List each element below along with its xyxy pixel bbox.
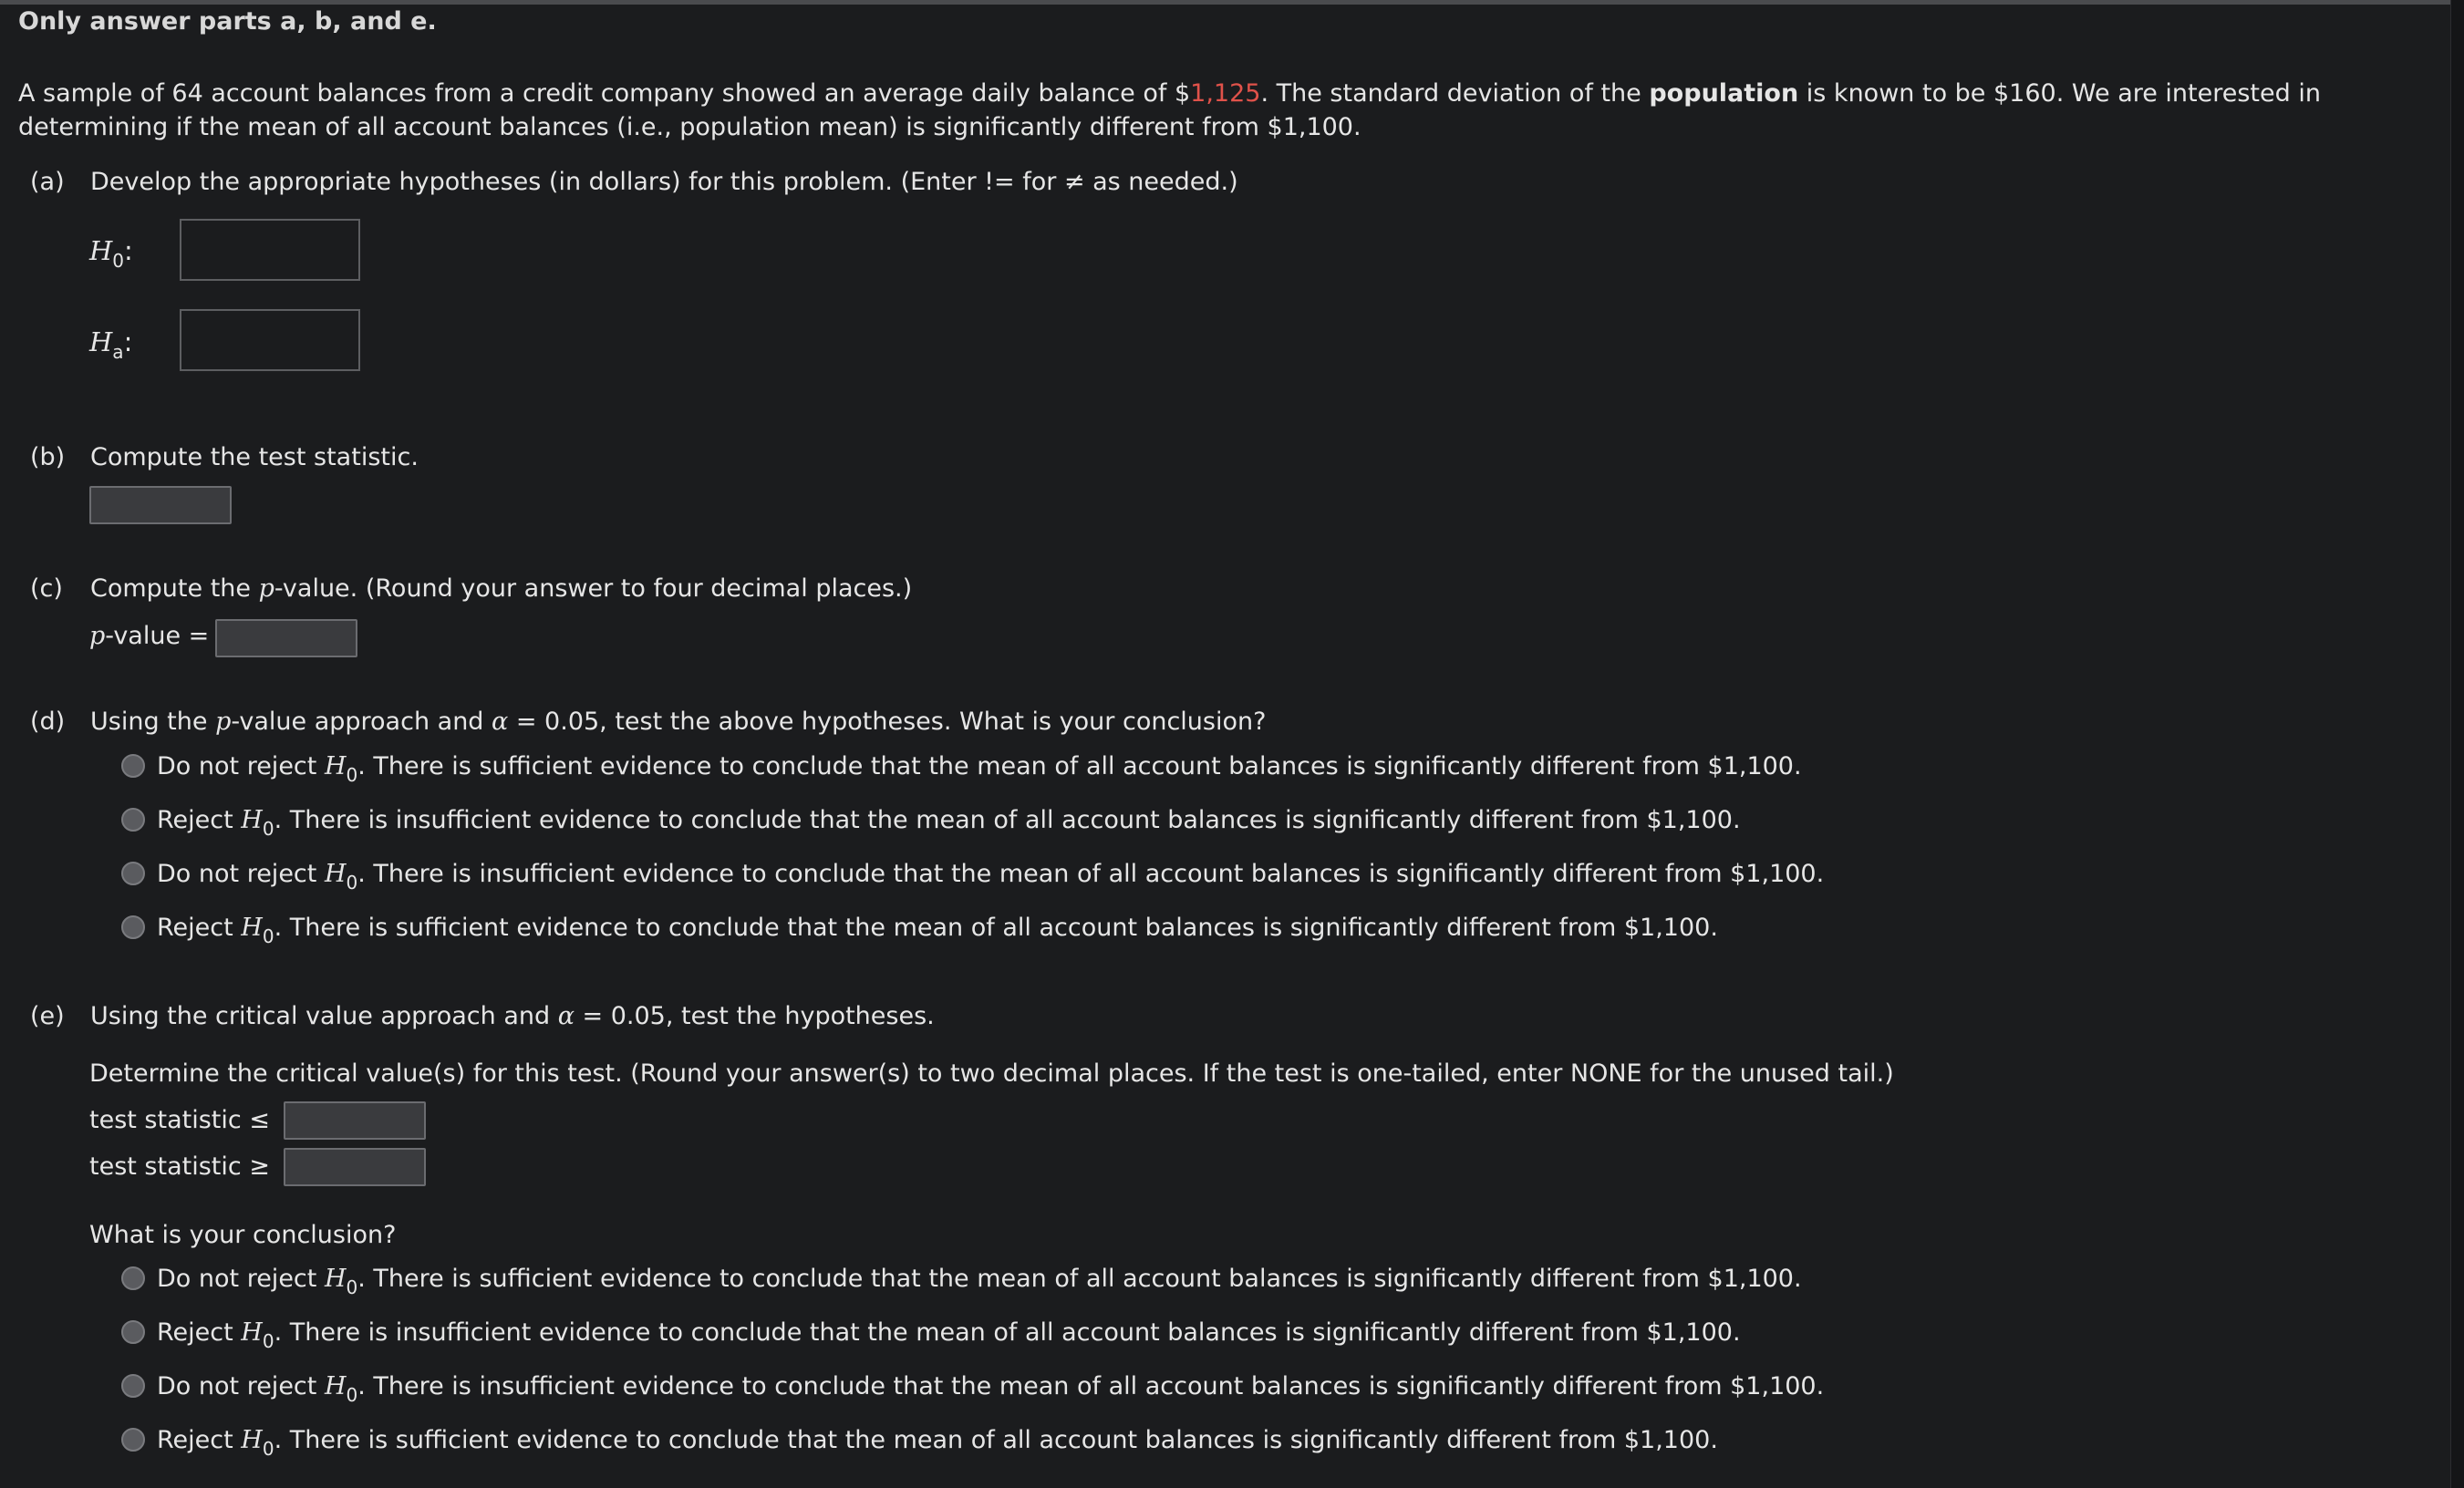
part-d-option-1-radio[interactable] <box>121 754 145 778</box>
h0-colon: : <box>124 235 133 266</box>
option-post: . There is insufficient evidence to conclude that the mean of all account balances is significantly different from $1,100. <box>357 1372 1825 1400</box>
test-statistic-input[interactable] <box>89 486 232 524</box>
part-e-option-2-radio[interactable] <box>121 1320 145 1344</box>
option-post: . There is insufficient evidence to conclude that the mean of all account balances is significantly different from $1,100. <box>357 860 1825 888</box>
p-value-label-post: -value = <box>105 622 210 650</box>
part-d-option-2[interactable] <box>157 806 1741 840</box>
part-e-prompt <box>30 1002 935 1030</box>
p-value-label <box>89 622 209 650</box>
part-c-letter: (c) <box>30 574 63 603</box>
option-post: . There is insufficient evidence to conclude that the mean of all account balances is significantly different from $1,100. <box>274 1318 1741 1347</box>
upper-critical-label: test statistic ≥ <box>89 1152 270 1181</box>
part-e-text-pre: Using the critical value approach and <box>90 1002 558 1030</box>
option-pre: Do not reject <box>157 752 325 780</box>
part-d-letter: (d) <box>30 708 66 736</box>
part-c-prompt <box>30 574 912 603</box>
part-b-prompt <box>30 443 419 471</box>
h0-sub: 0 <box>112 250 125 272</box>
h-sub: 0 <box>262 925 274 947</box>
option-pre: Do not reject <box>157 1265 325 1293</box>
h-var: H <box>241 1426 263 1454</box>
p-value-label-p: p <box>89 622 106 650</box>
highlighted-value: 1,125 <box>1190 79 1261 108</box>
part-d-option-4[interactable] <box>157 914 1718 947</box>
h-var: H <box>241 914 263 942</box>
instruction-header: Only answer parts a, b, and e. <box>18 7 437 36</box>
h0-input[interactable] <box>180 219 360 281</box>
ha-input[interactable] <box>180 309 360 371</box>
h0-label <box>89 235 133 272</box>
part-d-option-3-radio[interactable] <box>121 862 145 885</box>
intro-text-2: . The standard deviation of the <box>1260 79 1650 108</box>
h0-var: H <box>89 235 113 266</box>
part-a-letter: (a) <box>30 168 65 196</box>
p-value-input[interactable] <box>215 619 357 657</box>
top-border <box>0 0 2464 5</box>
part-e-text-post: = 0.05, test the hypotheses. <box>574 1002 935 1030</box>
ha-colon: : <box>123 326 133 357</box>
part-b-letter: (b) <box>30 443 66 471</box>
option-post: . There is sufficient evidence to conclude that the mean of all account balances is significantly different from $1,100. <box>357 752 1802 780</box>
h-var: H <box>324 752 347 780</box>
intro-text-3: is known to be $160. We are interested in determining if the mean of all account balances (i.e., population mean) is significantly different from $1,100. <box>18 79 2321 141</box>
part-a-prompt <box>30 168 1238 196</box>
bold-population: population <box>1649 79 1799 108</box>
h-sub: 0 <box>262 818 274 840</box>
lower-critical-label: test statistic ≤ <box>89 1106 270 1134</box>
upper-critical-input[interactable] <box>284 1148 426 1186</box>
part-d-option-4-radio[interactable] <box>121 915 145 939</box>
part-d-text-pre: Using the <box>90 708 216 736</box>
option-pre: Reject <box>157 914 242 942</box>
option-post: . There is sufficient evidence to conclude that the mean of all account balances is significantly different from $1,100. <box>274 914 1718 942</box>
h-var: H <box>241 806 263 834</box>
option-pre: Reject <box>157 1318 242 1347</box>
part-b-text: Compute the test statistic. <box>90 443 419 471</box>
option-post: . There is sufficient evidence to conclude that the mean of all account balances is significantly different from $1,100. <box>274 1426 1718 1454</box>
h-sub: 0 <box>346 1384 358 1406</box>
part-d-alpha: α <box>492 708 509 736</box>
part-c-p: p <box>258 574 274 603</box>
h-sub: 0 <box>346 1276 358 1298</box>
scrollbar-track[interactable] <box>2450 0 2464 1488</box>
option-pre: Do not reject <box>157 1372 325 1400</box>
lower-critical-input[interactable] <box>284 1101 426 1140</box>
part-e-conclusion-question: What is your conclusion? <box>89 1221 397 1249</box>
part-d-prompt <box>30 708 1266 736</box>
ha-label <box>89 326 133 363</box>
h-var: H <box>324 1265 347 1293</box>
part-d-option-3[interactable] <box>157 860 1825 894</box>
part-c-text-post: -value. (Round your answer to four decimal places.) <box>274 574 913 603</box>
option-pre: Do not reject <box>157 860 325 888</box>
option-post: . There is insufficient evidence to conclude that the mean of all account balances is significantly different from $1,100. <box>274 806 1741 834</box>
option-post: . There is sufficient evidence to conclude that the mean of all account balances is significantly different from $1,100. <box>357 1265 1802 1293</box>
problem-statement <box>18 77 2444 144</box>
critical-value-instructions: Determine the critical value(s) for this test. (Round your answer(s) to two decimal places. If the test is one-tailed, enter NONE for the unused tail.) <box>89 1059 1894 1088</box>
part-e-option-2[interactable] <box>157 1318 1741 1352</box>
part-e-alpha: α <box>557 1002 575 1030</box>
part-e-option-3-radio[interactable] <box>121 1374 145 1398</box>
part-d-text-mid: -value approach and <box>231 708 492 736</box>
part-e-option-4[interactable] <box>157 1426 1718 1460</box>
h-var: H <box>324 860 347 888</box>
part-e-option-1[interactable] <box>157 1265 1802 1298</box>
h-sub: 0 <box>262 1438 274 1460</box>
part-e-option-4-radio[interactable] <box>121 1428 145 1452</box>
h-var: H <box>324 1372 347 1400</box>
h-sub: 0 <box>346 872 358 894</box>
option-pre: Reject <box>157 806 242 834</box>
option-pre: Reject <box>157 1426 242 1454</box>
part-e-letter: (e) <box>30 1002 65 1030</box>
ha-var: H <box>89 326 113 357</box>
ha-sub: a <box>112 341 124 363</box>
part-c-text-pre: Compute the <box>90 574 259 603</box>
part-d-p: p <box>215 708 232 736</box>
part-e-option-1-radio[interactable] <box>121 1266 145 1290</box>
part-d-option-2-radio[interactable] <box>121 808 145 832</box>
part-d-text-post: = 0.05, test the above hypotheses. What is your conclusion? <box>508 708 1267 736</box>
h-sub: 0 <box>346 764 358 786</box>
h-var: H <box>241 1318 263 1347</box>
part-a-text: Develop the appropriate hypotheses (in dollars) for this problem. (Enter != for ≠ as needed.) <box>90 168 1238 196</box>
part-d-option-1[interactable] <box>157 752 1802 786</box>
intro-text-1: A sample of 64 account balances from a credit company showed an average daily balance of $ <box>18 79 1191 108</box>
h-sub: 0 <box>262 1330 274 1352</box>
part-e-option-3[interactable] <box>157 1372 1825 1406</box>
